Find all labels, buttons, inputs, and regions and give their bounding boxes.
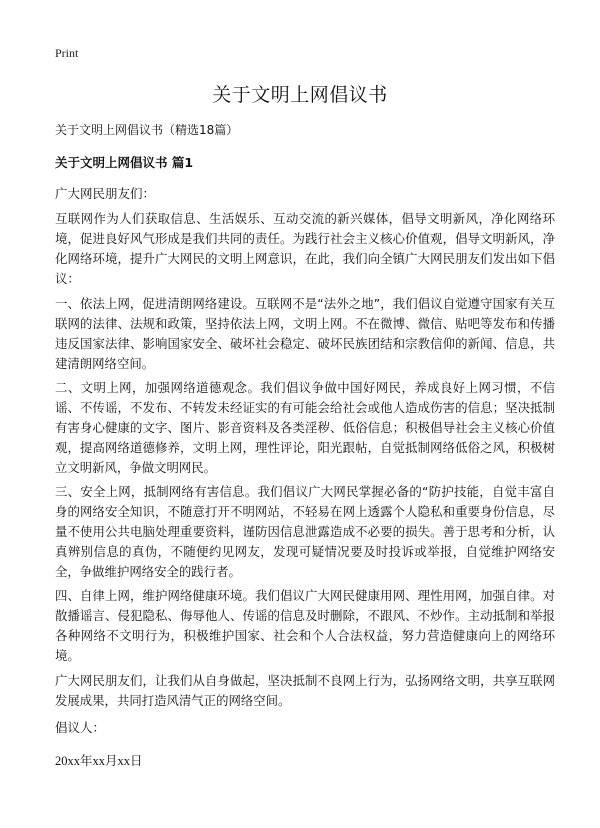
- paragraph-civilized-online: 二、文明上网，加强网络道德观念。我们倡议争做中国好网民，养成良好上网习惯，不信谣、不传谣，不发布、不转发未经证实的有可能会给社会或他人造成伤害的信息；坚决抵制有害身心健康的文字、图片、影音资料及各类淫秽、低俗信息；积极倡导社会主义核心价值观，提高网络道德修养，文明上网，理性评论，阳光跟帖，自觉抵制网络低俗之风，积极树立文明新风，争做文明网民。: [55, 380, 555, 475]
- signer-label: 倡议人：: [55, 720, 106, 735]
- print-link[interactable]: Print: [55, 46, 79, 60]
- document-title: 关于文明上网倡议书: [212, 84, 388, 106]
- paragraph-safe-online: 三、安全上网，抵制网络有害信息。我们倡议广大网民掌握必备的“防护技能，自觉丰富自身的网络安全知识，不随意打开不明网站，不轻易在网上透露个人隐私和重要身份信息，尽量不使用公共电脑处理重要资料，谨防因信息泄露造成不必要的损失。善于思考和分析，认真辨别信息的真伪，不随便约见网友，发现可疑情况要及时投诉或举报，自觉维护网络安全，争做维护网络安全的践行者。: [55, 484, 555, 579]
- paragraph-intro: 互联网作为人们获取信息、生活娱乐、互动交流的新兴媒体，倡导文明新风，净化网络环境，促进良好风气形成是我们共同的责任。为践行社会主义核心价值观，倡导文明新风，净化网络环境，提升广大网民的文明上网意识，在此，我们向全镇广大网民朋友们发出如下倡议：: [55, 211, 555, 286]
- paragraph-lawful-online: 一、依法上网，促进清朗网络建设。互联网不是“法外之地”，我们倡议自觉遵守国家有关互联网的法律、法规和政策，坚持依法上网，文明上网。不在微博、微信、贴吧等发布和传播违反国家法律、影响国家安全、破坏社会稳定、破坏民族团结和宗教信仰的新闻、信息，共建清朗网络空间。: [55, 296, 555, 371]
- salutation: 广大网民朋友们：: [55, 186, 156, 201]
- document-date: 20xx年xx月xx日: [55, 754, 143, 768]
- paragraph-self-discipline-online: 四、自律上网，维护网络健康环境。我们倡议广大网民健康用网、理性用网，加强自律。对散播谣言、侵犯隐私、侮辱他人、传谣的信息及时删除，不跟风、不炒作。主动抵制和举报各种网络不文明行为，积极维护国家、社会和个人合法权益，努力营造健康向上的网络环境。: [55, 588, 555, 663]
- paragraph-closing: 广大网民朋友们，让我们从自身做起，坚决抵制不良网上行为，弘扬网络文明，共享互联网发展成果，共同打造风清气正的网络空间。: [55, 673, 555, 708]
- document-subtitle: 关于文明上网倡议书（精选18篇）: [55, 123, 239, 137]
- section-heading: 关于文明上网倡议书 篇1: [55, 155, 194, 170]
